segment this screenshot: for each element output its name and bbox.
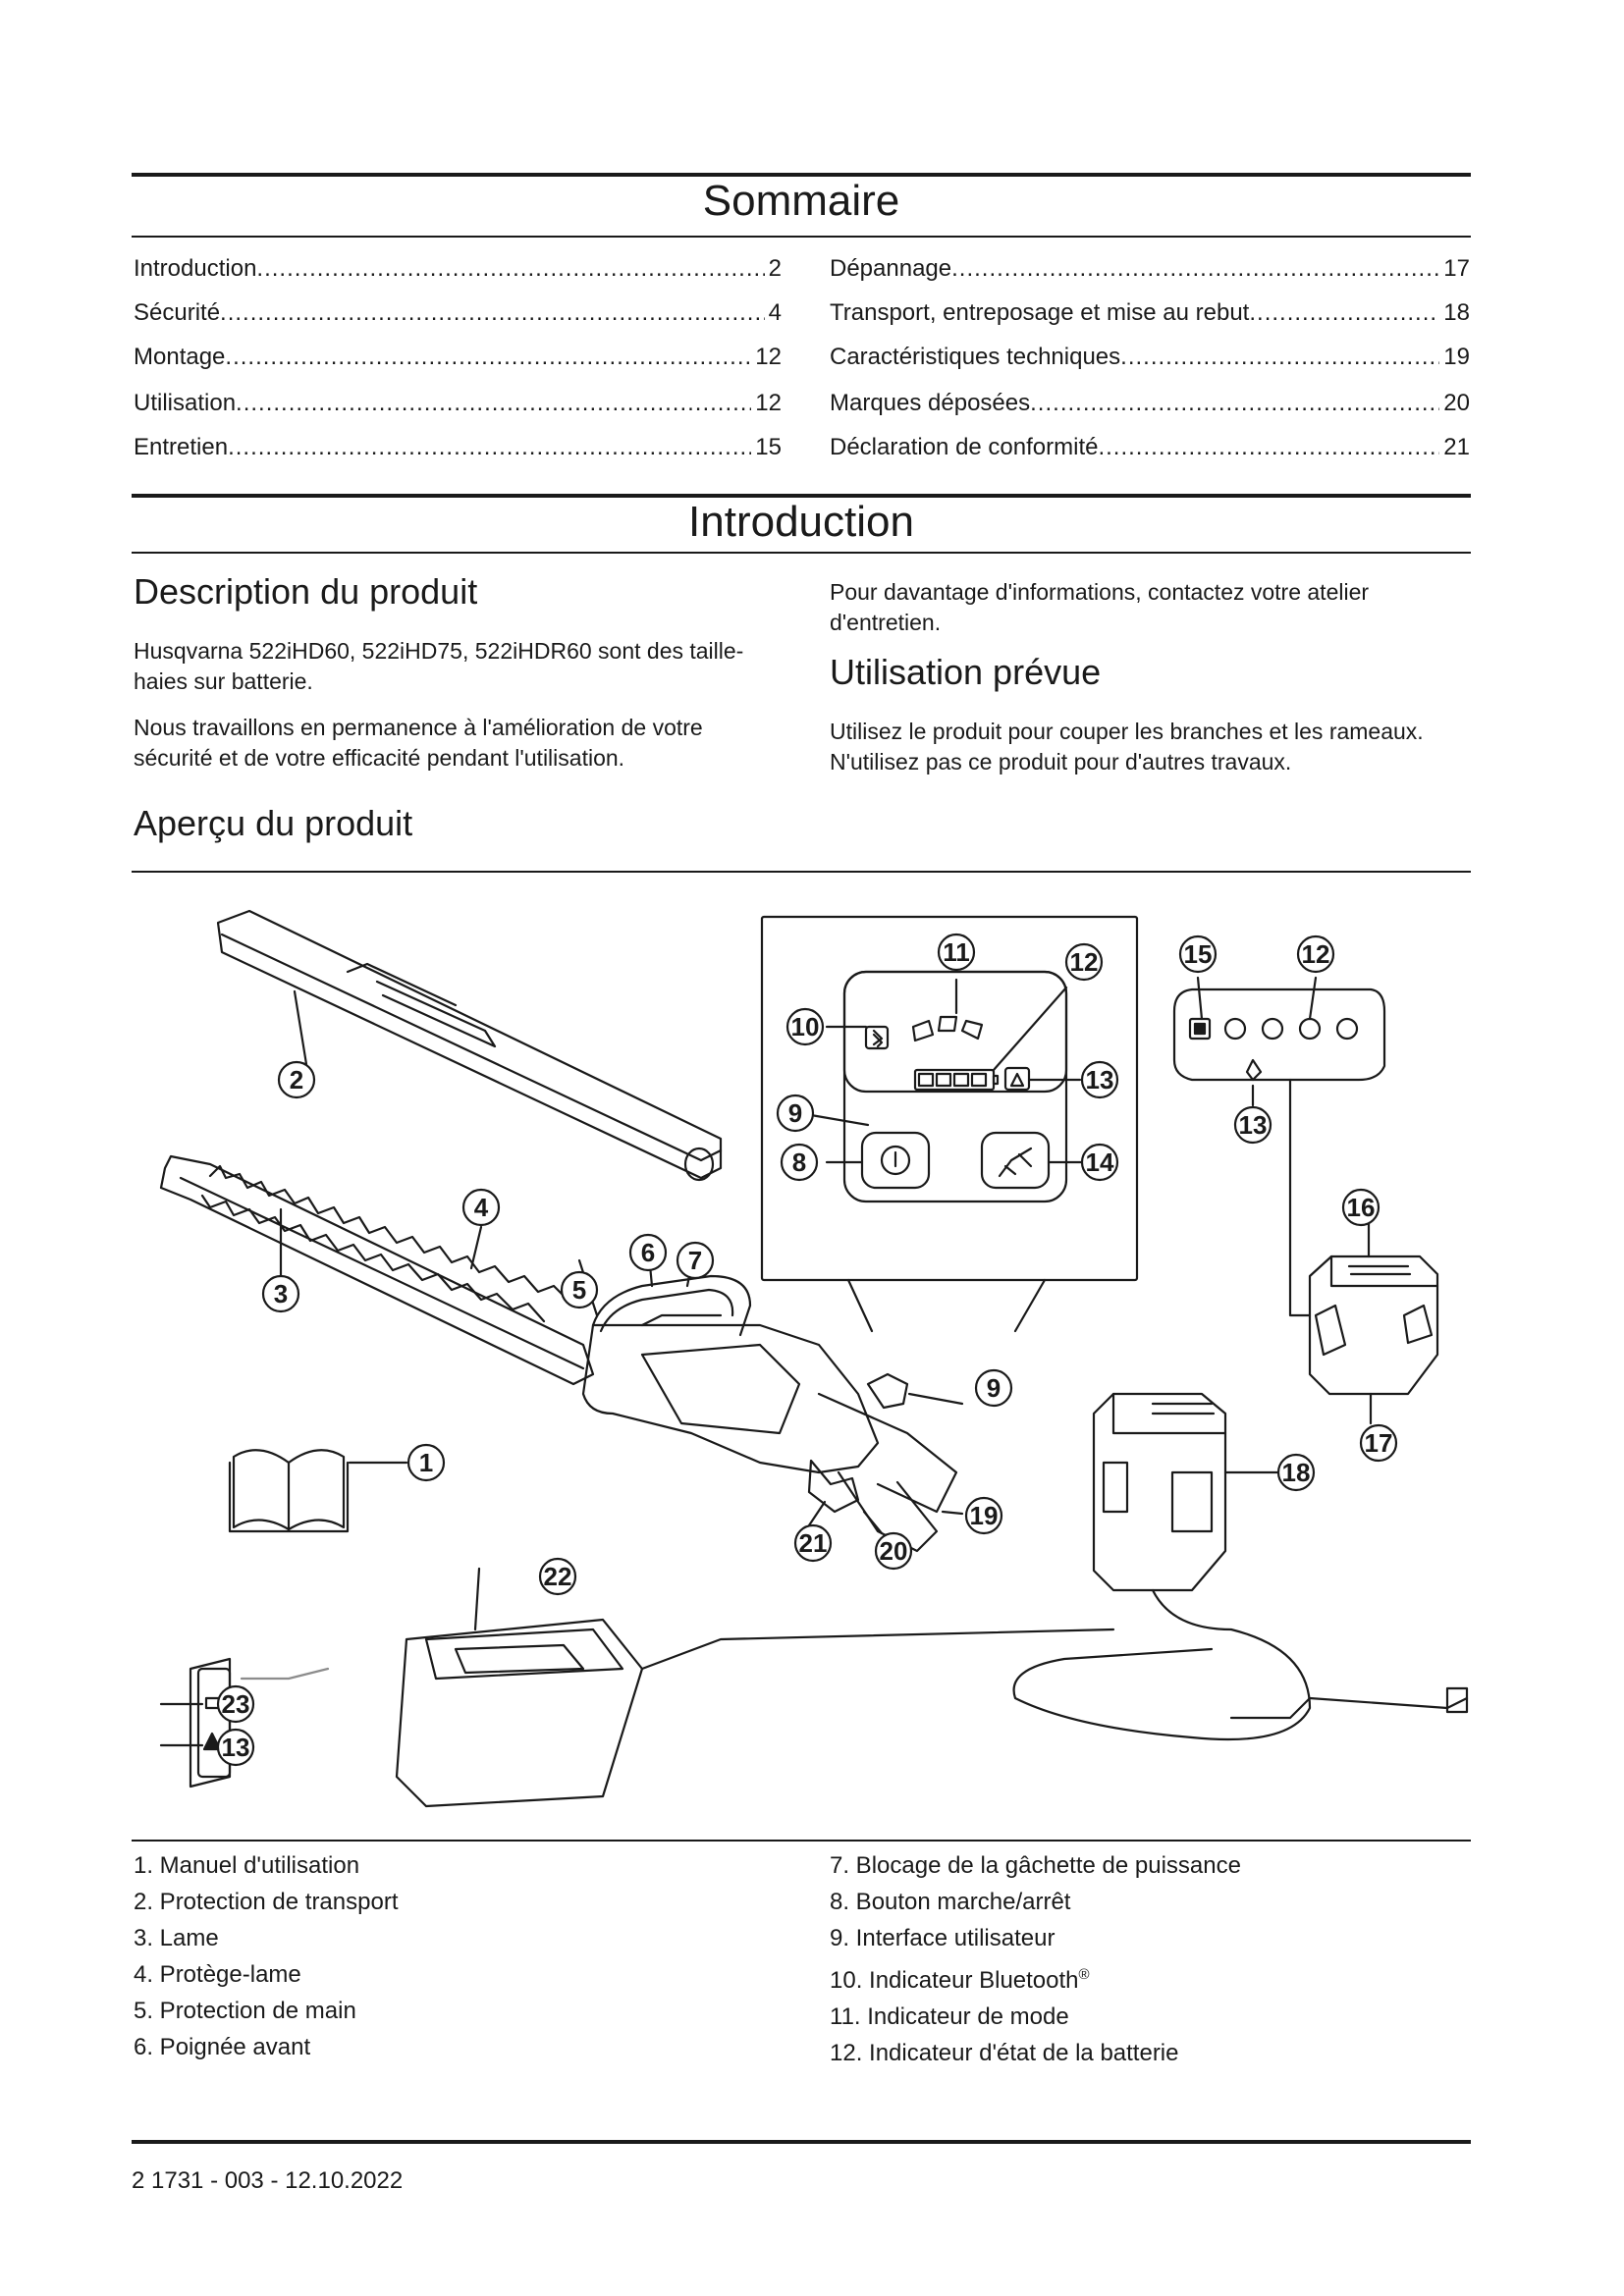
svg-text:10: 10 bbox=[790, 1012, 820, 1041]
toc-entry-page: 15 bbox=[755, 434, 782, 460]
overview-heading: Aperçu du produit bbox=[134, 803, 413, 843]
leader-23 bbox=[242, 1669, 328, 1679]
leader-9-panel bbox=[811, 1115, 868, 1125]
svg-text:11: 11 bbox=[943, 937, 970, 967]
svg-text:13: 13 bbox=[1238, 1110, 1268, 1140]
toc-entry[interactable] bbox=[830, 344, 1470, 371]
callout-16 bbox=[1343, 1190, 1379, 1225]
svg-text:9: 9 bbox=[986, 1373, 1001, 1403]
legend-item: 11. Indicateur de mode bbox=[830, 2003, 1069, 2030]
svg-text:3: 3 bbox=[273, 1279, 289, 1308]
toc-entry[interactable] bbox=[830, 299, 1470, 327]
manual-drawing bbox=[230, 1450, 348, 1531]
product-overview-figure bbox=[132, 883, 1471, 1826]
legend-item: 5. Protection de main bbox=[134, 1998, 356, 2024]
svg-text:12: 12 bbox=[1069, 947, 1099, 977]
legend-item: 7. Blocage de la gâchette de puissance bbox=[830, 1852, 1241, 1879]
svg-text:13: 13 bbox=[1085, 1065, 1114, 1095]
toc-entry[interactable] bbox=[830, 390, 1470, 417]
toc-entry[interactable] bbox=[134, 390, 782, 417]
description-heading: Description du produit bbox=[134, 571, 478, 612]
callout-13-charger bbox=[218, 1730, 253, 1765]
toc-entry-page: 17 bbox=[1443, 255, 1470, 282]
callout-9-trimmer bbox=[976, 1370, 1011, 1406]
callout-21 bbox=[795, 1525, 831, 1561]
callout-11 bbox=[939, 934, 974, 970]
svg-text:16: 16 bbox=[1346, 1193, 1376, 1222]
footer-doc-id: 2 1731 - 003 - 12.10.2022 bbox=[132, 2167, 404, 2194]
toc-entry-page: 12 bbox=[755, 344, 782, 370]
svg-text:17: 17 bbox=[1364, 1428, 1393, 1458]
overview-rule bbox=[132, 871, 1471, 873]
callout-3 bbox=[263, 1276, 298, 1311]
callout-1 bbox=[408, 1445, 444, 1480]
leader-12-panel bbox=[994, 988, 1066, 1070]
intended-use-paragraph: Utilisez le produit pour couper les branches et les rameaux. N'utilisez pas ce produit pour d'autres travaux. bbox=[830, 719, 1424, 774]
leader-20 bbox=[864, 1512, 882, 1533]
toc-entry-page: 20 bbox=[1443, 390, 1470, 416]
transport-guard-drawing bbox=[218, 911, 721, 1180]
callout-7 bbox=[677, 1243, 713, 1278]
svg-text:23: 23 bbox=[221, 1689, 250, 1719]
svg-text:15: 15 bbox=[1183, 939, 1213, 969]
toc-entry[interactable] bbox=[830, 434, 1470, 461]
callout-8 bbox=[782, 1145, 817, 1180]
registered-mark: ® bbox=[1078, 1966, 1090, 1983]
legend-item: 8. Bouton marche/arrêt bbox=[830, 1889, 1071, 1915]
toc-entry-label: Dépannage bbox=[830, 255, 952, 282]
legend-item: 12. Indicateur d'état de la batterie bbox=[830, 2040, 1179, 2066]
legend-item: 6. Poignée avant bbox=[134, 2034, 311, 2060]
toc-entry[interactable] bbox=[134, 344, 782, 371]
toc-entry[interactable] bbox=[134, 255, 782, 283]
callout-10 bbox=[787, 1009, 823, 1044]
leader-19 bbox=[943, 1512, 962, 1514]
callout-15 bbox=[1180, 936, 1216, 972]
svg-text:4: 4 bbox=[473, 1193, 489, 1222]
toc-entry-page: 21 bbox=[1443, 434, 1470, 460]
toc-entry-label: Introduction bbox=[134, 255, 257, 282]
callout-6 bbox=[630, 1235, 666, 1270]
leader-2 bbox=[295, 991, 306, 1064]
toc-entry-label: Utilisation bbox=[134, 390, 237, 416]
callout-12-panel bbox=[1066, 944, 1102, 980]
toc-entry[interactable] bbox=[134, 299, 782, 327]
svg-text:22: 22 bbox=[543, 1562, 572, 1591]
legend-item: 3. Lame bbox=[134, 1925, 219, 1951]
small-battery-drawing bbox=[1310, 1256, 1437, 1394]
toc-entry-label: Caractéristiques techniques bbox=[830, 344, 1121, 370]
toc-entry-page: 4 bbox=[768, 299, 782, 326]
callout-2 bbox=[279, 1062, 314, 1097]
intro-title: Introduction bbox=[688, 498, 914, 546]
toc-entry-label: Marques déposées bbox=[830, 390, 1031, 416]
callout-14 bbox=[1082, 1145, 1117, 1180]
blade-drawing bbox=[161, 1156, 593, 1384]
legend-left bbox=[134, 1847, 398, 2065]
leader-22 bbox=[475, 1569, 479, 1629]
legend-item-bluetooth bbox=[830, 1956, 1241, 1999]
callout-18 bbox=[1278, 1455, 1314, 1490]
leader-21 bbox=[809, 1502, 825, 1525]
svg-text:7: 7 bbox=[687, 1246, 703, 1275]
toc-entry-label: Sécurité bbox=[134, 299, 221, 326]
callout-20 bbox=[876, 1533, 911, 1569]
toc-entry-page: 2 bbox=[768, 255, 782, 282]
toc-bottom-rule bbox=[132, 236, 1471, 238]
svg-text:18: 18 bbox=[1281, 1458, 1311, 1487]
leader-4 bbox=[471, 1227, 481, 1268]
intro-bottom-rule bbox=[132, 552, 1471, 554]
legend-rule bbox=[132, 1840, 1471, 1842]
toc-entry-label: Déclaration de conformité bbox=[830, 434, 1099, 460]
description-paragraph-2: Nous travaillons en permanence à l'amélioration de votre sécurité et de votre efficacité pendant l'utilisation. bbox=[134, 715, 703, 771]
svg-text:8: 8 bbox=[791, 1148, 807, 1177]
svg-text:6: 6 bbox=[640, 1238, 656, 1267]
svg-text:5: 5 bbox=[571, 1275, 587, 1305]
callout-13-module bbox=[1235, 1107, 1271, 1143]
toc-entry-page: 18 bbox=[1443, 299, 1470, 326]
legend-right bbox=[830, 1847, 1241, 2071]
toc-entry-page: 12 bbox=[755, 390, 782, 416]
description-paragraph-1: Husqvarna 522iHD60, 522iHD75, 522iHDR60 sont des taille-haies sur batterie. bbox=[134, 638, 744, 694]
legend-item: 9. Interface utilisateur bbox=[830, 1925, 1056, 1951]
svg-text:13: 13 bbox=[221, 1733, 250, 1762]
toc-entry-page: 19 bbox=[1443, 344, 1470, 370]
callout-19 bbox=[966, 1498, 1001, 1533]
toc-title: Sommaire bbox=[702, 177, 900, 225]
toc-entry-label: Entretien bbox=[134, 434, 229, 460]
leader-12-module bbox=[1310, 978, 1316, 1019]
callout-5 bbox=[562, 1272, 597, 1308]
contact-paragraph: Pour davantage d'informations, contactez votre atelier d'entretien. bbox=[830, 579, 1370, 635]
toc-entry[interactable] bbox=[830, 255, 1470, 283]
callout-9 bbox=[778, 1095, 813, 1131]
legend-item: 1. Manuel d'utilisation bbox=[134, 1852, 360, 1879]
svg-text:1: 1 bbox=[418, 1448, 434, 1477]
toc-entry-label: Transport, entreposage et mise au rebut bbox=[830, 299, 1250, 326]
leader-9-lower bbox=[909, 1394, 962, 1404]
legend-item: 2. Protection de transport bbox=[134, 1889, 399, 1915]
legend-item: 4. Protège-lame bbox=[134, 1961, 301, 1988]
toc-entry[interactable] bbox=[134, 434, 782, 461]
charger-drawing bbox=[190, 1620, 1113, 1806]
trimmer-body-drawing bbox=[583, 1276, 956, 1551]
callout-4 bbox=[463, 1190, 499, 1225]
svg-text:21: 21 bbox=[798, 1528, 828, 1558]
svg-text:14: 14 bbox=[1085, 1148, 1114, 1177]
backpack-battery-drawing bbox=[1014, 1394, 1467, 1739]
svg-text:9: 9 bbox=[787, 1098, 803, 1128]
svg-text:12: 12 bbox=[1301, 939, 1330, 969]
callout-17 bbox=[1361, 1425, 1396, 1461]
svg-text:20: 20 bbox=[879, 1536, 908, 1566]
leader-15 bbox=[1198, 978, 1202, 1019]
svg-text:2: 2 bbox=[289, 1065, 304, 1095]
callout-22 bbox=[540, 1559, 575, 1594]
callout-13-panel bbox=[1082, 1062, 1117, 1097]
footer-rule bbox=[132, 2140, 1471, 2144]
callout-12-module bbox=[1298, 936, 1333, 972]
intended-use-heading: Utilisation prévue bbox=[830, 652, 1102, 692]
toc-entry-label: Montage bbox=[134, 344, 226, 370]
legend-item-text: 10. Indicateur Bluetooth bbox=[830, 1967, 1079, 1994]
callout-23 bbox=[218, 1686, 253, 1722]
svg-text:19: 19 bbox=[969, 1501, 999, 1530]
